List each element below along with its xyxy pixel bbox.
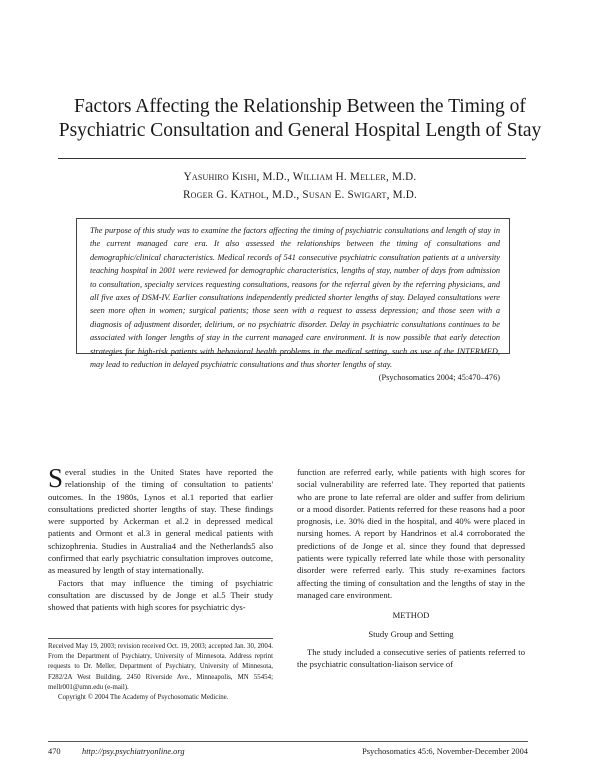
footnote-text: Received May 19, 2003; revision received Oct. 19, 2003; accepted Jan. 30, 2004. From the Department of Psychiatry, University of Minnesota. Address reprint requests to Dr. Meller, Department of Psychiatry, University of Minnesota, F282/2A West Building, 2450 Riverside Ave., Minneapolis, MN 55454; mellr001@umn.edu (e-mail). <box>48 643 273 691</box>
page-number: 470 <box>48 747 61 756</box>
title-line-2: Psychiatric Consultation and General Hospital Length of Stay <box>58 120 542 141</box>
right-column <box>297 466 525 670</box>
abstract <box>90 224 500 385</box>
intro-paragraph-3: function are referred early, while patients with high scores for social vulnerability are referred late. They reported that patients who are prone to late referral are older and suffer from delirium or a mood disorder. Patients referred for these reasons had a poor prognosis, i.e. 30% died in the hospital, and 40% were placed in nursing homes. A report by Handrinos et al.4 corroborated the predictions of de Jonge et al. since they found that depressed patients were typically referred late while those with personality disorder were referred early. This study re-examines factors affecting the timing of consultation and the lengths of stay in the managed care environment. <box>297 467 525 600</box>
footnote-rule <box>48 638 273 639</box>
footer-rule <box>48 741 528 742</box>
abstract-citation: (Psychosomatics 2004; 45:470–476) <box>378 373 500 383</box>
intro-paragraph-1-text: everal studies in the United States have reported the relationship of the timing of consultation to patients' outcomes. In the 1980s, Lynos et al.1 reported that earlier consultations predicted shorter lengths of stay. These findings were supported by Ackerman et al.2 in depressed medical patients and Ormont et al.3 in general medical patients with schizophrenia. Studies in Australia4 and the Netherlands5 also confirmed that early psychiatric consultation improves outcome, as measured by length of stay internationally. <box>48 467 273 576</box>
method-paragraph-1: The study included a consecutive series of patients referred to the psychiatric consultation-liaison service of <box>297 646 525 670</box>
authors-line-2: Roger G. Kathol, M.D., Susan E. Swigart, M.D. <box>183 189 417 201</box>
intro-paragraph-2: Factors that may influence the timing of psychiatric consultation are discussed by de Jonge et al.5 Their study showed that patients with high scores for psychiatric dys- <box>48 577 273 613</box>
authors-line-1: Yasuhiro Kishi, M.D., William H. Meller, M.D. <box>183 171 417 183</box>
journal-issue: Psychosomatics 45:6, November-December 2004 <box>362 747 528 756</box>
title-line-1: Factors Affecting the Relationship Between the Timing of <box>74 96 526 117</box>
abstract-text: The purpose of this study was to examine the factors affecting the timing of psychiatric consultations and length of stay in the current managed care era. It also assessed the relationships between the timing of consultations and demographic/clinical characteristics. Medical records of 541 consecutive psychiatric consultation patients at a university teaching hospital in 2001 were reviewed for demographic characteristics, lengths of stay, number of days from admission to consultation, specialty services requesting consultations, reasons for the referral given by the referring physicians, and all five axes of DSM-IV. Earlier consultations independently predicted shorter lengths of stay. Delayed consultations were seen more often in women; surgical patients; those seen with a request to assess depression; and those seen with a diagnosis of adjustment disorder, delirium, or no psychiatric disorder. Delay in psychiatric consultations continues to be associated with longer lengths of stay in the current managed care environment. It is now possible that early detection strategies for high-risk patients with behavioral health problems in the medical setting, such as use of the INTERMED, may lead to reduction in delayed psychiatric consultations and thus shorter lengths of stay. <box>90 226 500 370</box>
intro-paragraph-1 <box>48 463 273 577</box>
article-title <box>40 95 560 143</box>
subsection-heading-study-group: Study Group and Setting <box>368 628 454 639</box>
left-column <box>48 463 273 614</box>
copyright-notice: Copyright © 2004 The Academy of Psychosomatic Medicine. <box>58 694 229 702</box>
footnote <box>48 642 273 703</box>
title-rule <box>58 158 526 159</box>
section-heading-method: METHOD <box>392 610 430 621</box>
journal-url-link[interactable]: http://psy.psychiatryonline.org <box>82 747 185 756</box>
drop-cap: S <box>48 463 64 493</box>
author-list <box>40 168 560 204</box>
